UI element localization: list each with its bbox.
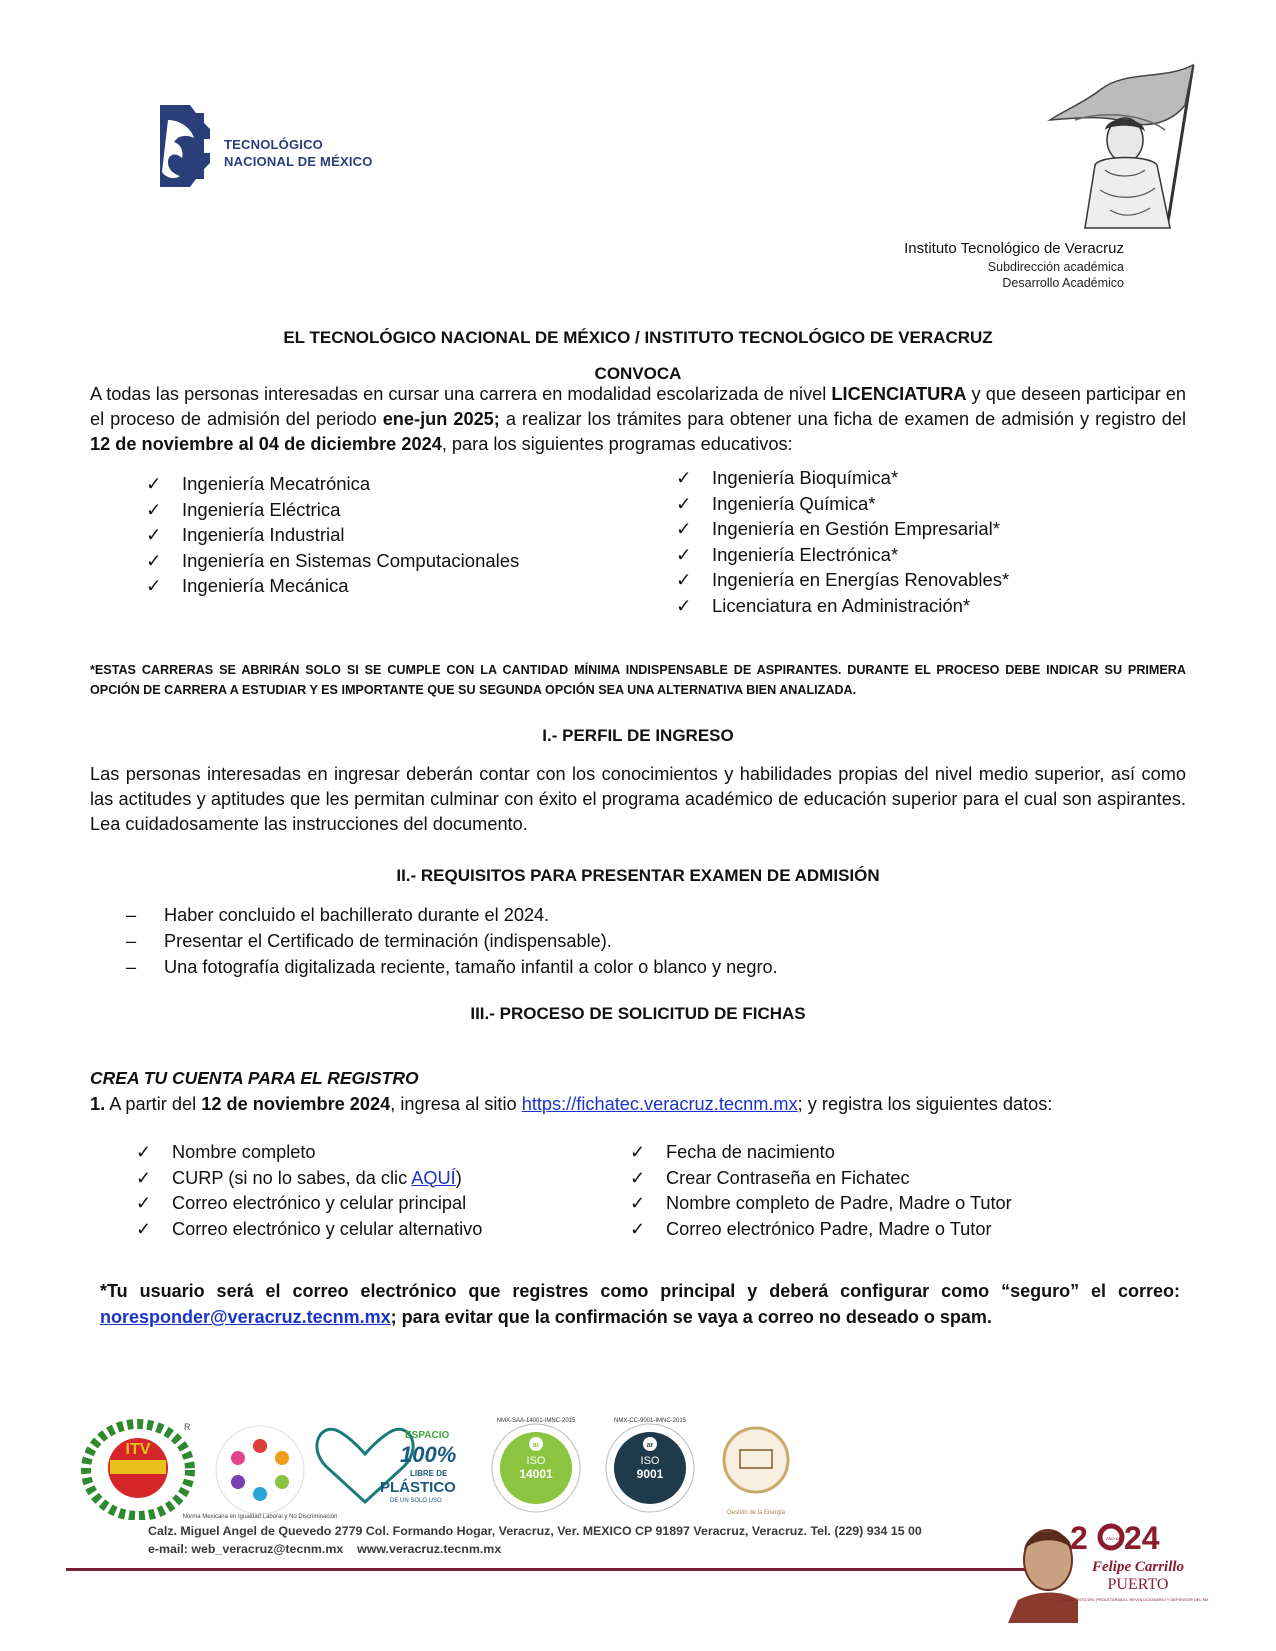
data-label: Correo electrónico Padre, Madre o Tutor xyxy=(666,1218,992,1239)
check-icon: ✓ xyxy=(630,1218,646,1239)
program-label: Ingeniería Electrónica* xyxy=(712,543,899,565)
intro-paragraph xyxy=(90,382,1186,457)
check-icon: ✓ xyxy=(146,498,162,520)
subdireccion: Subdirección académica xyxy=(987,260,1124,274)
data-label: Crear Contraseña en Fichatec xyxy=(666,1167,910,1188)
check-icon: ✓ xyxy=(146,524,162,545)
iso-14001-logo xyxy=(492,1418,580,1512)
intro-bold: LICENCIATURA xyxy=(831,384,967,404)
data-label: Correo electrónico y celular alternativo xyxy=(172,1218,483,1239)
tecnm-logo xyxy=(150,100,380,210)
data-right-list xyxy=(630,1140,1012,1242)
warning-text: ; para evitar que la confirmación se vaya a correo no deseado o spam. xyxy=(390,1307,992,1327)
step-text: A partir del xyxy=(105,1094,202,1114)
dash-bullet: – xyxy=(126,905,137,925)
iso-9001-number: 9001 xyxy=(636,1467,664,1481)
noresponder-email-link[interactable]: noresponder@veracruz.tecnm.mx xyxy=(100,1307,391,1327)
check-icon: ✓ xyxy=(136,1218,152,1239)
un-solo-uso-text: DE UN SOLO USO xyxy=(390,1498,442,1504)
ar-mark: ar xyxy=(646,1442,654,1449)
programs-left-list xyxy=(146,471,519,599)
email-label[interactable]: e-mail: web_veracruz@tecnm.mx xyxy=(148,1542,344,1556)
data-label: Fecha de nacimiento xyxy=(666,1142,835,1162)
crea-cuenta-heading: CREA TU CUENTA PARA EL REGISTRO xyxy=(90,1068,419,1088)
intro-text: a realizar los trámites para obtener una ficha de examen de admisión y registro del xyxy=(499,409,1186,429)
website-link[interactable]: www.veracruz.tecnm.mx xyxy=(357,1542,502,1556)
institute-block xyxy=(904,240,1124,290)
check-icon: ✓ xyxy=(630,1142,646,1162)
program-label: Ingeniería Mecánica xyxy=(182,575,349,596)
step-text: ; y registra los siguientes datos: xyxy=(797,1094,1053,1114)
cien-text: 100% xyxy=(400,1442,457,1467)
list-item xyxy=(676,491,1009,517)
list-item xyxy=(630,1140,1012,1166)
itv-logo xyxy=(86,1422,191,1516)
contact-line xyxy=(148,1540,922,1558)
list-item xyxy=(126,954,778,980)
year-2024-logo xyxy=(1008,1505,1208,1625)
gestion-energia-logo xyxy=(724,1428,788,1516)
careers-note: *ESTAS CARRERAS SE ABRIRÁN SOLO SI SE CUMPLE CON LA CANTIDAD MÍNIMA INDISPENSABLE DE ASPIRANTES. DURANTE EL PROCESO DEBE INDICAR SU PRIMERA OPCIÓN DE CARRERA A ESTUDIAR Y ES IMPORTANTE QUE SU SEGUNDA OPCIÓN SEA UNA ALTERNATIVA BIEN ANALIZADA. xyxy=(90,663,1186,697)
institute-name: Instituto Tecnológico de Veracruz xyxy=(904,240,1124,257)
registered-mark: R xyxy=(184,1422,191,1432)
list-item xyxy=(136,1166,482,1192)
list-item xyxy=(146,471,519,497)
intro-bold: 12 de noviembre al 04 de diciembre 2024 xyxy=(90,434,442,454)
intro-bold: ene-jun 2025; xyxy=(382,409,500,429)
section3-title: III.- PROCESO DE SOLICITUD DE FICHAS xyxy=(470,1004,806,1023)
check-icon: ✓ xyxy=(136,1167,152,1188)
iso-label: ISO xyxy=(640,1455,660,1467)
list-item xyxy=(630,1191,1012,1217)
list-item xyxy=(676,465,1009,491)
iso-label: ISO xyxy=(526,1455,546,1467)
check-icon: ✓ xyxy=(136,1193,152,1213)
program-label: Licenciatura en Administración* xyxy=(712,594,971,616)
list-item xyxy=(126,902,778,928)
section2-title: II.- REQUISITOS PARA PRESENTAR EXAMEN DE ADMISIÓN xyxy=(396,866,880,885)
nmx-saa-text: NMX-SAA-14001-IMNC-2015 xyxy=(496,1418,576,1424)
footer-address xyxy=(148,1522,922,1558)
step-text: , ingresa al sitio xyxy=(390,1094,522,1114)
puerto-text: PUERTO xyxy=(1107,1576,1169,1593)
year-digit-2: 2 xyxy=(1070,1520,1088,1556)
equidad-text: Norma Mexicana en Igualdad Laboral y No Discriminación xyxy=(182,1514,338,1520)
program-label: Ingeniería en Gestión Empresarial* xyxy=(712,518,1000,539)
espacio-libre-plastico-logo xyxy=(317,1429,456,1504)
itv-text: ITV xyxy=(125,1441,151,1458)
address-line: Calz. Miguel Angel de Quevedo 2779 Col. Formando Hogar, Veracruz, Ver. MEXICO CP 91897 Veracruz, Veracruz. Tel. (229) 934 15 00 xyxy=(148,1524,922,1538)
data-label: Nombre completo de Padre, Madre o Tutor xyxy=(666,1193,1012,1213)
requirement-label: Haber concluido el bachillerato durante el 2024. xyxy=(164,905,550,925)
dash-bullet: – xyxy=(126,931,137,951)
iso-14001-number: 14001 xyxy=(519,1467,553,1481)
equidad-logo xyxy=(183,1426,338,1520)
logo-line1: TECNOLÓGICO xyxy=(224,137,323,152)
ar-mark: ar xyxy=(532,1442,540,1449)
list-item xyxy=(146,573,519,599)
user-warning xyxy=(100,1278,1180,1330)
felipe-text: Felipe Carrillo xyxy=(1091,1559,1185,1575)
certification-logos xyxy=(80,1410,820,1520)
section1-title: I.- PERFIL DE INGRESO xyxy=(542,726,734,745)
check-icon: ✓ xyxy=(676,492,692,514)
plastico-text: PLÁSTICO xyxy=(380,1479,456,1496)
requirement-label: Presentar el Certificado de terminación (indispensable). xyxy=(164,931,612,951)
intro-text: y que deseen participar en el proceso de admisión del periodo xyxy=(90,384,1186,429)
dash-bullet: – xyxy=(126,957,137,977)
list-item xyxy=(676,567,1009,593)
year-digits-24: 24 xyxy=(1124,1520,1160,1556)
step-number: 1. xyxy=(90,1094,106,1114)
list-item xyxy=(676,516,1009,542)
iso-9001-logo xyxy=(606,1418,694,1512)
program-label: Ingeniería en Sistemas Computacionales xyxy=(182,549,520,571)
intro-text: , para los siguientes programas educativos: xyxy=(441,434,793,454)
step1-paragraph xyxy=(90,1092,1186,1117)
espacio-text: ESPACIO xyxy=(405,1430,450,1441)
footer-divider xyxy=(66,1568,1068,1571)
fichatec-link[interactable]: https://fichatec.veracruz.tecnm.mx xyxy=(521,1094,798,1114)
check-icon: ✓ xyxy=(630,1167,646,1188)
list-item xyxy=(136,1191,482,1217)
tecnm-gear-icon xyxy=(150,100,220,210)
check-icon: ✓ xyxy=(146,473,162,494)
check-icon: ✓ xyxy=(676,467,692,488)
logo-line2: NACIONAL DE MÉXICO xyxy=(224,154,373,169)
check-icon: ✓ xyxy=(136,1142,152,1162)
program-label: Ingeniería en Energías Renovables* xyxy=(712,569,1010,590)
programs-right-list xyxy=(676,465,1009,618)
gestion-text: Gestión de la Energía xyxy=(726,1510,786,1516)
program-label: Ingeniería Bioquímica* xyxy=(712,467,899,488)
program-label: Ingeniería Química* xyxy=(712,492,876,514)
document-title: EL TECNOLÓGICO NACIONAL DE MÉXICO / INSTITUTO TECNOLÓGICO DE VERACRUZ xyxy=(283,328,993,347)
check-icon: ✓ xyxy=(676,543,692,565)
curp-link[interactable]: AQUÍ xyxy=(411,1167,456,1188)
list-item xyxy=(126,928,778,954)
desarrollo: Desarrollo Académico xyxy=(1002,276,1124,290)
warning-text: *Tu usuario será el correo electrónico que registres como principal y deberá configurar como “seguro” el correo: xyxy=(100,1281,1180,1301)
step-date: 12 de noviembre 2024 xyxy=(201,1094,391,1114)
list-item xyxy=(146,522,519,548)
woman-flag-illustration xyxy=(1045,60,1205,230)
convoca-heading: CONVOCA xyxy=(594,364,682,383)
check-icon: ✓ xyxy=(146,575,162,596)
list-item xyxy=(136,1217,482,1243)
intro-text: A todas las personas interesadas en cursar una carrera en modalidad escolarizada de nivel xyxy=(90,384,832,404)
list-item xyxy=(136,1140,482,1166)
check-icon: ✓ xyxy=(676,569,692,590)
felipe-subtitle: BENEMÉRITO DEL PROLETARIADO, REVOLUCIONARIO Y DEFENSOR DEL MAYAB xyxy=(1060,1597,1208,1602)
curp-text: CURP (si no lo sabes, da clic xyxy=(172,1167,412,1188)
requirement-label: Una fotografía digitalizada reciente, tamaño infantil a color o blanco y negro. xyxy=(164,957,778,977)
data-label: Correo electrónico y celular principal xyxy=(172,1193,467,1213)
list-item xyxy=(630,1166,1012,1192)
list-item xyxy=(146,497,519,523)
requirements-list xyxy=(126,902,778,980)
section1-text: Las personas interesadas en ingresar deberán contar con los conocimientos y habilidades propias del nivel medio superior, así como las actitudes y aptitudes que les permitan culminar con éxito el programa académico de educación superior para el cual son aspirantes. Lea cuidadosamente las instrucciones del documento. xyxy=(90,764,1186,834)
curp-label xyxy=(172,1166,462,1192)
program-label: Ingeniería Eléctrica xyxy=(182,498,341,520)
list-item xyxy=(630,1217,1012,1243)
data-left-list xyxy=(136,1140,482,1242)
list-item xyxy=(146,548,519,574)
year-small-text: AÑO DE xyxy=(1106,1536,1122,1541)
nmx-cc-text: NMX-CC-9001-IMNC-2015 xyxy=(613,1418,687,1424)
data-label: Nombre completo xyxy=(172,1142,316,1162)
program-label: Ingeniería Industrial xyxy=(182,524,345,545)
program-label: Ingeniería Mecatrónica xyxy=(182,473,371,494)
check-icon: ✓ xyxy=(630,1193,646,1213)
list-item xyxy=(676,593,1009,619)
check-icon: ✓ xyxy=(676,518,692,539)
libre-text: LIBRE DE xyxy=(410,1469,448,1478)
list-item xyxy=(676,542,1009,568)
check-icon: ✓ xyxy=(676,594,692,616)
curp-text: ) xyxy=(455,1167,462,1188)
check-icon: ✓ xyxy=(146,549,162,571)
